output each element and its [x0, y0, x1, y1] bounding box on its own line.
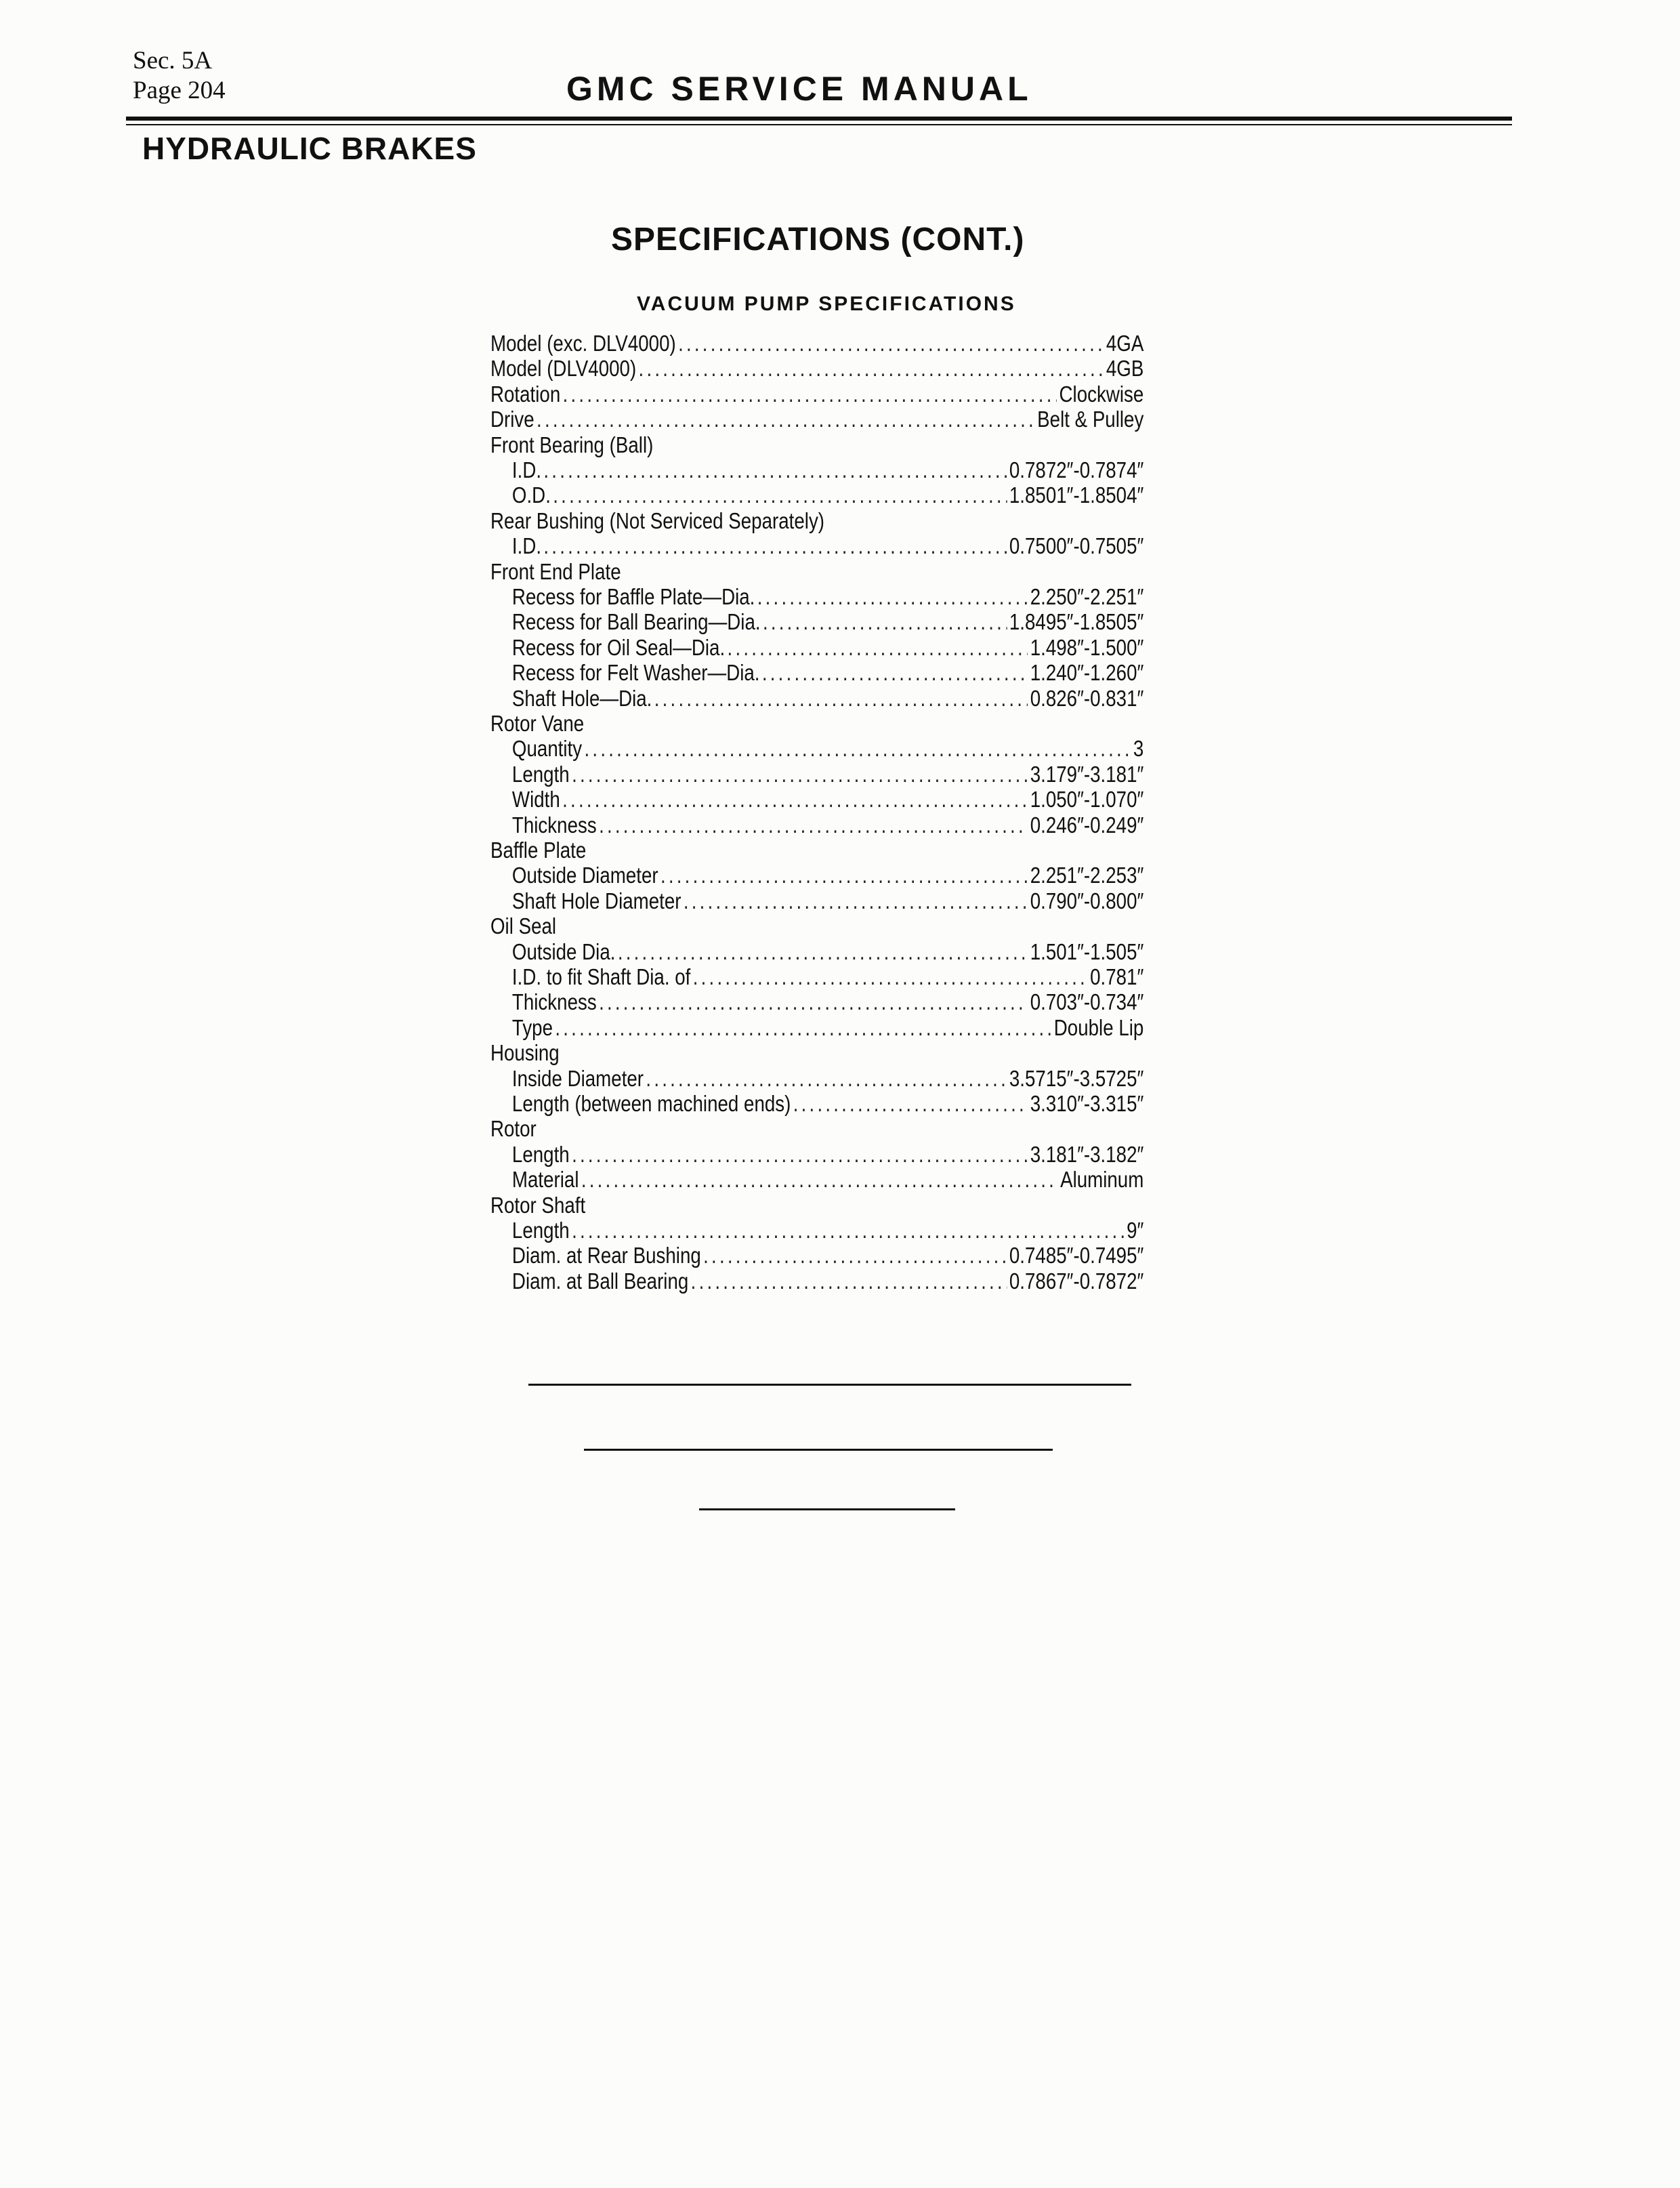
spec-label: I.D.	[511, 533, 542, 559]
spec-row	[490, 508, 1143, 533]
spec-label: Model (DLV4000)	[490, 356, 637, 381]
spec-label: Baffle Plate	[490, 838, 587, 863]
spec-row	[490, 356, 1143, 381]
spec-value: 1.240″-1.260″	[1030, 660, 1144, 686]
spec-row	[490, 1066, 1143, 1091]
spec-label: I.D.	[511, 457, 542, 482]
spec-value: Aluminum	[1060, 1167, 1144, 1193]
spec-value: Double Lip	[1053, 1014, 1144, 1040]
spec-row	[490, 1268, 1143, 1294]
spec-row	[490, 584, 1143, 609]
spec-label: Oil Seal	[490, 913, 557, 939]
spec-row	[490, 736, 1143, 761]
dot-leader	[762, 660, 1028, 685]
rule-line	[584, 1449, 1053, 1451]
spec-label: Rotor	[490, 1116, 537, 1142]
spec-row	[490, 989, 1143, 1014]
spec-label: Drive	[490, 407, 534, 432]
rule-line	[699, 1508, 955, 1510]
header-rule-thin	[126, 124, 1512, 125]
spec-label: Thickness	[511, 812, 597, 838]
dot-leader	[572, 1218, 1125, 1243]
spec-row	[490, 635, 1143, 660]
spec-label: Length (between machined ends)	[511, 1091, 791, 1116]
rule-line	[528, 1384, 1131, 1386]
spec-value: 0.7485″-0.7495″	[1009, 1243, 1144, 1268]
spec-row	[490, 1116, 1143, 1141]
spec-value: 1.498″-1.500″	[1030, 634, 1144, 660]
spec-row	[490, 432, 1143, 457]
spec-row	[490, 1015, 1143, 1040]
dot-leader	[703, 1243, 1007, 1268]
spec-label: Shaft Hole—Dia.	[511, 685, 652, 711]
spec-value: Clockwise	[1059, 381, 1144, 407]
page-heading: SPECIFICATIONS (CONT.)	[611, 222, 1025, 257]
spec-label: Rotation	[490, 381, 561, 407]
spec-row	[490, 533, 1143, 558]
spec-row	[490, 1142, 1143, 1167]
dot-leader	[728, 635, 1028, 660]
spec-row	[490, 838, 1143, 863]
spec-label: Quantity	[511, 736, 583, 762]
spec-value: 3.181″-3.182″	[1030, 1141, 1144, 1167]
spec-row	[490, 1243, 1143, 1268]
spec-value: 4GB	[1106, 356, 1144, 381]
spec-row	[490, 1193, 1143, 1218]
spec-label: Length	[511, 1141, 570, 1167]
spec-value: 0.790″-0.800″	[1030, 888, 1144, 913]
dot-leader	[553, 482, 1007, 508]
dot-leader	[562, 787, 1028, 812]
spec-label: Rear Bushing (Not Serviced Separately)	[490, 508, 825, 533]
spec-row	[490, 331, 1143, 356]
dot-leader	[581, 1167, 1058, 1192]
spec-row	[490, 381, 1143, 407]
spec-label: Recess for Felt Washer—Dia.	[511, 660, 760, 686]
spec-value: 3.5715″-3.5725″	[1009, 1065, 1144, 1091]
spec-label: Diam. at Ball Bearing	[511, 1268, 689, 1294]
spec-value: 9″	[1127, 1218, 1144, 1243]
spec-value: Belt & Pulley	[1037, 407, 1144, 432]
spec-label: Rotor Vane	[490, 711, 585, 736]
dot-leader	[684, 888, 1028, 913]
spec-value: 1.8495″-1.8505″	[1009, 609, 1144, 635]
spec-label: Shaft Hole Diameter	[511, 888, 681, 913]
spec-value: 4GA	[1106, 331, 1144, 356]
dot-leader	[572, 1142, 1028, 1167]
dot-leader	[693, 964, 1088, 989]
spec-label: I.D. to fit Shaft Dia. of	[511, 964, 691, 989]
spec-value: 0.7872″-0.7874″	[1009, 457, 1144, 482]
dot-leader	[646, 1066, 1007, 1091]
spec-label: Length	[511, 761, 570, 787]
spec-row	[490, 913, 1143, 938]
spec-value: 0.826″-0.831″	[1030, 685, 1144, 711]
dot-leader	[572, 762, 1028, 787]
spec-value: 3.310″-3.315″	[1030, 1091, 1144, 1116]
dot-leader	[563, 381, 1057, 407]
spec-value: 0.246″-0.249″	[1030, 812, 1144, 838]
spec-label: Front Bearing (Ball)	[490, 432, 654, 457]
dot-leader	[585, 736, 1131, 761]
spec-value: 0.7500″-0.7505″	[1009, 533, 1144, 559]
spec-row	[490, 1040, 1143, 1065]
spec-label: Outside Diameter	[511, 863, 658, 888]
spec-row	[490, 711, 1143, 736]
spec-label: Material	[511, 1167, 579, 1193]
dot-leader	[678, 331, 1104, 356]
spec-value: 3	[1133, 736, 1144, 762]
spec-label: Diam. at Rear Bushing	[511, 1243, 701, 1268]
spec-label: Outside Dia.	[511, 938, 616, 964]
dot-leader	[618, 939, 1028, 964]
spec-row	[490, 964, 1143, 989]
spec-row	[490, 863, 1143, 888]
spec-label: Recess for Baffle Plate—Dia.	[511, 584, 755, 609]
spec-value: 1.050″-1.070″	[1030, 787, 1144, 812]
spec-value: 0.781″	[1090, 964, 1144, 989]
spec-label: Length	[511, 1218, 570, 1243]
spec-label: Thickness	[511, 989, 597, 1015]
spec-row	[490, 686, 1143, 711]
spec-row	[490, 939, 1143, 964]
section-title: HYDRAULIC BRAKES	[142, 131, 477, 166]
spec-label: Housing	[490, 1040, 560, 1066]
spec-row	[490, 762, 1143, 787]
spec-label: Rotor Shaft	[490, 1192, 586, 1218]
manual-title: GMC SERVICE MANUAL	[566, 70, 1032, 108]
header-rule	[126, 117, 1512, 121]
spec-label: Front End Plate	[490, 558, 621, 584]
spec-row	[490, 407, 1143, 432]
spec-value: 1.8501″-1.8504″	[1009, 482, 1144, 508]
spec-label: Type	[511, 1014, 553, 1040]
spec-label: Recess for Oil Seal—Dia.	[511, 634, 726, 660]
spec-row	[490, 888, 1143, 913]
spec-row	[490, 787, 1143, 812]
dot-leader	[599, 812, 1028, 838]
spec-value: 0.703″-0.734″	[1030, 989, 1144, 1015]
spec-value: 3.179″-3.181″	[1030, 761, 1144, 787]
dot-leader	[537, 407, 1035, 432]
dot-leader	[543, 457, 1007, 482]
spec-label: Width	[511, 787, 560, 812]
dot-leader	[793, 1091, 1028, 1116]
spec-row	[490, 660, 1143, 685]
dot-leader	[639, 356, 1104, 381]
section-number	[133, 46, 226, 106]
spec-value: 2.250″-2.251″	[1030, 584, 1144, 609]
dot-leader	[654, 686, 1028, 711]
table-heading: VACUUM PUMP SPECIFICATIONS	[637, 293, 1016, 315]
spec-row	[490, 482, 1143, 508]
dot-leader	[763, 609, 1007, 634]
page-number: Page 204	[133, 77, 226, 104]
spec-row	[490, 609, 1143, 634]
spec-label: O.D.	[511, 482, 551, 508]
dot-leader	[660, 863, 1028, 888]
spec-row	[490, 559, 1143, 584]
spec-row	[490, 457, 1143, 482]
dot-leader	[757, 584, 1028, 609]
spec-value: 1.501″-1.505″	[1030, 938, 1144, 964]
spec-row	[490, 1091, 1143, 1116]
section-label: Sec. 5A	[133, 47, 213, 75]
spec-label: Model (exc. DLV4000)	[490, 331, 676, 356]
spec-row	[490, 812, 1143, 838]
dot-leader	[691, 1268, 1007, 1294]
dot-leader	[543, 533, 1007, 558]
spec-label: Recess for Ball Bearing—Dia.	[511, 609, 761, 635]
spec-row	[490, 1218, 1143, 1243]
spec-value: 0.7867″-0.7872″	[1009, 1268, 1144, 1294]
dot-leader	[599, 989, 1028, 1014]
spec-label: Inside Diameter	[511, 1065, 644, 1091]
spec-value: 2.251″-2.253″	[1030, 863, 1144, 888]
spec-row	[490, 1167, 1143, 1192]
dot-leader	[555, 1015, 1051, 1040]
